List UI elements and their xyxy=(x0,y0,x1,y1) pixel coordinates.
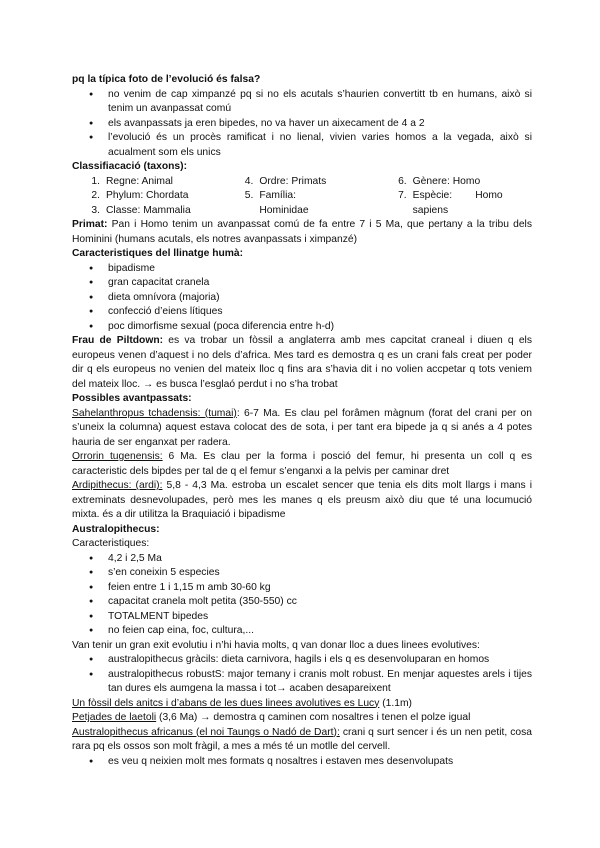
taxon-text: Phylum: Chordata xyxy=(106,190,189,201)
australopithecus-subheading: Caracteristiques: xyxy=(72,538,150,549)
taxon-item xyxy=(72,175,222,190)
lucy-paragraph xyxy=(72,697,532,712)
taxon-column-1 xyxy=(72,175,225,219)
list-item: ● bipadisme xyxy=(72,262,532,277)
taxon-number: 2. xyxy=(91,190,100,201)
list-item: ● no venim de cap ximpanzé pq si no els acutals s’haurien convertitt tb en humans, això si tenim un avanpassat comú xyxy=(72,88,532,117)
taxon-text-a: Família: xyxy=(259,190,296,201)
taxon-text-a: Espècie: xyxy=(412,190,453,201)
taxon-column-2 xyxy=(225,175,378,219)
lineage-heading: Caracteristiques del llinatge humà: xyxy=(72,248,244,259)
taxon-text-b: Hominidae xyxy=(259,204,309,216)
list-item: ● TOTALMENT bipedes xyxy=(72,610,532,625)
primat-text: Pan i Homo tenim un avanpassat comú de fa entre 7 i 5 Ma, que pertany a la tribu dels Hominini (humans acutals, els notres avanpassats i ximpanzé) xyxy=(72,219,532,245)
sahelanthropus-paragraph xyxy=(72,407,532,451)
taxon-text xyxy=(259,189,308,218)
africanus-text: crani q surt sencer i és un nen petit, cosa rara pq els ossos son molt fràgil, a mes a més té un motlle del cervell. xyxy=(72,726,532,752)
piltdown-text: es va trobar un fòssil a anglaterra amb mes capcitat craneal i diuen q els europeus venen d’aquest i no dels d’africa. Mes tard es demostra q es un crani fals creat per poder dir q els europeus no venien del mateix lloc q fins ara s’havia dit i no volien accpetar q tots veniem del mateix lloc. → es busca l’esglaó perdut i no s’ha trobat xyxy=(72,335,532,390)
taxon-number: 1. xyxy=(91,175,100,187)
taxon-text: Ordre: Primats xyxy=(259,175,327,187)
ardipithecus-paragraph xyxy=(72,479,532,523)
sahelanthropus-name: Sahelanthropus tchadensis: (tumai) xyxy=(72,407,237,419)
taxon-text xyxy=(413,189,503,218)
taxon-column-3 xyxy=(379,175,532,219)
australopithecus-list xyxy=(72,552,532,639)
africanus-name: Australopithecus africanus (el noi Taungs o Nadó de Dart): xyxy=(72,726,340,738)
list-item: ● feien entre 1 i 1,15 m amb 30-60 kg xyxy=(72,581,532,596)
taxon-item xyxy=(379,175,532,190)
list-item: ● confecció d’eiens lítiques xyxy=(72,305,532,320)
africanus-paragraph xyxy=(72,726,532,755)
lineage-list xyxy=(72,262,532,335)
list-item: ● no feien cap eina, foc, cultura,... xyxy=(72,624,532,639)
orrorin-name: Orrorin tugenensis: xyxy=(72,451,163,462)
taxon-item xyxy=(225,175,378,190)
primat-label: Primat: xyxy=(72,219,108,230)
primat-paragraph xyxy=(72,218,532,247)
list-item: ● gran capacitat cranela xyxy=(72,276,532,291)
orrorin-paragraph xyxy=(72,450,532,479)
taxon-item xyxy=(379,189,532,218)
list-item: ● s’en coneixin 5 especies xyxy=(72,566,532,581)
list-item: ● capacitat cranela molt petita (350-550) cc xyxy=(72,595,532,610)
intro-list xyxy=(72,88,532,161)
list-item: ● australopithecus robustS: major temany i cranis molt robust. En menjar aquestes arels i tijes tan dures els aumgena la massa i tot→ acaben desapareixent xyxy=(72,668,532,697)
ardipithecus-name: Ardipithecus: (ardi): xyxy=(72,480,163,491)
taxon-item xyxy=(72,189,222,204)
taxon-item xyxy=(72,204,222,219)
evolutionary-lines-intro: Van tenir un gran exit evolutiu i n’hi havia molts, q van donar lloc a dues linees evolutives: xyxy=(72,639,480,651)
taxon-number: 6. xyxy=(398,175,407,187)
taxon-text: Regne: Animal xyxy=(106,175,173,187)
document-page xyxy=(72,73,532,769)
africanus-list xyxy=(72,755,532,770)
piltdown-label: Frau de Piltdown: xyxy=(72,335,164,346)
list-item: ● poc dimorfisme sexual (poca diferencia entre h-d) xyxy=(72,320,532,335)
ancestors-heading: Possibles avantpassats: xyxy=(72,393,192,404)
taxon-text: Gènere: Homo xyxy=(412,175,481,187)
taxon-number: 3. xyxy=(91,204,100,216)
taxon-species-line xyxy=(413,189,503,204)
classification-heading: Classifiacació (taxons): xyxy=(72,161,188,172)
evolutionary-lines-list xyxy=(72,653,532,697)
sahelanthropus-text: : 6-7 Ma. Es clau pel forâmen màgnum (forat del crani per on s’uneix la columna) aquest estava colocat des de sota, i per tant era bipede ja q si anés a 4 potes hauria de ser enganxat per radera. xyxy=(72,407,532,448)
australopithecus-heading: Australopithecus: xyxy=(72,523,160,535)
list-item: ● dieta omnívora (majoria) xyxy=(72,291,532,306)
piltdown-paragraph xyxy=(72,334,532,392)
taxon-table xyxy=(72,175,532,219)
orrorin-text: 6 Ma. Es clau per la forma i posció del femur, hi presenta un coll q es caracteristic dels bipdes per tal de q el femur s’enganxi a la pelvis per caminar dret xyxy=(72,451,532,477)
list-item: ● 4,2 i 2,5 Ma xyxy=(72,552,532,567)
ardipithecus-text: 5,8 - 4,3 Ma. estroba un escalet sencer que tenia els dits molt llargs i mans i extreminats desnevolupades, però mes les manes q els preusm això diu que té una locumució mixta. és a dir utilitza la Braquiació i bipadisme xyxy=(72,480,532,520)
laetoli-text: (3,6 Ma) → demostra q caminen com nosaltres i tenen el polze igual xyxy=(156,712,471,723)
taxon-number: 7. xyxy=(398,190,407,201)
taxon-number: 5. xyxy=(244,190,254,201)
list-item: ● l’evolució és un procès ramificat i no lienal, vivien varies homos a la vegada, això si acualment som els unics xyxy=(72,131,532,160)
taxon-text-c: sapiens xyxy=(412,204,449,216)
list-item: ● es veu q neixien molt mes formats q nosaltres i estaven mes desenvolupats xyxy=(72,755,532,770)
taxon-text-b: Homo xyxy=(475,190,503,201)
laetoli-paragraph xyxy=(72,711,532,726)
taxon-number: 4. xyxy=(244,175,254,187)
lucy-text: Un fòssil dels anitcs i d’abans de les dues linees avolutives es Lucy xyxy=(72,697,380,709)
document-title: pq la típica foto de l’evolució és falsa? xyxy=(72,74,261,85)
list-item: ● els avanpassats ja eren bipedes, no va haver un aixecament de 4 a 2 xyxy=(72,117,532,132)
taxon-text: Classe: Mammalia xyxy=(106,204,191,216)
list-item: ● australopithecus gràcils: dieta carnivora, hagils i els q es desenvoluparan en homos xyxy=(72,653,532,668)
lucy-height: (1.1m) xyxy=(379,697,412,709)
laetoli-name: Petjades de laetoli xyxy=(72,712,157,723)
taxon-item xyxy=(225,189,378,218)
